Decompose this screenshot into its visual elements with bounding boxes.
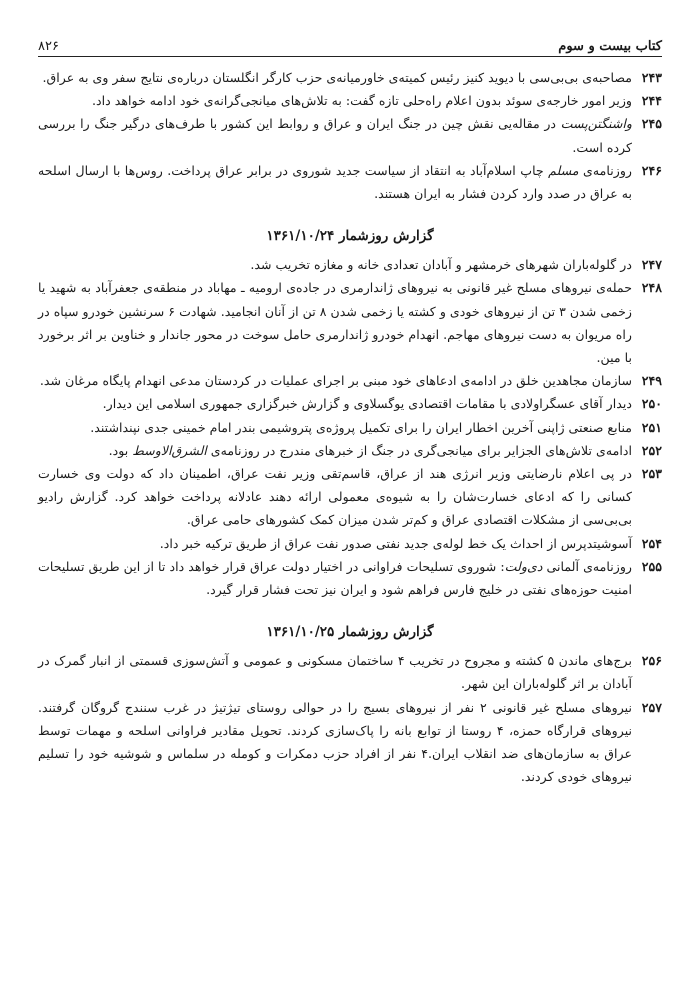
- page-number: ۸۲۶: [38, 39, 59, 54]
- entry-text-body: مصاحبه‌ی بی‌بی‌سی با دیوید کنیز رئیس کمیته‌ی خاورمیانه‌ی حزب کارگر انگلستان درباره‌ی نتایج سفر وی به عراق.: [42, 70, 632, 85]
- entry-text: [38, 253, 632, 276]
- entry-number: ۲۴۳: [641, 70, 662, 85]
- entry-text-body: ادامه‌ی تلاش‌های الجزایر برای میانجی‌گری در جنگ از خبرهای مندرج در روزنامه‌ی: [206, 442, 632, 458]
- entry-text-body: در مقاله‌یی نقش چین در جنگ ایران و عراق و روابط این کشور با طرف‌های درگیر جنگ را بررسی کرده است.: [38, 116, 632, 155]
- entry-item: [38, 66, 662, 89]
- entry-number: ۲۵۷: [641, 699, 662, 715]
- entry-text: [38, 439, 632, 462]
- entry-text: [38, 89, 632, 112]
- entry-text: [38, 112, 632, 158]
- entry-item: [38, 462, 662, 532]
- entry-text: [38, 462, 632, 532]
- publication-name: الشرق‌الاوسط: [132, 442, 207, 458]
- publication-name: واشنگتن‌پست: [560, 116, 632, 132]
- entry-text-prefix: روزنامه‌ی آلمانی: [542, 558, 633, 574]
- entry-item: [38, 89, 662, 112]
- entry-text-body: نیروهای مسلح غیر قانونی ۲ نفر از نیروهای بسیج را در حوالی روستای تیژتیژ در غرب سنندج گروگان گرفتند. نیروهای قرارگاه حمزه، ۴ روستا از توابع بانه را پاک‌سازی کردند. تحویل مقادیر فراوانی اسلحه و مهمات توسط عراق به سازمان‌های ضد انقلاب ایران.۴ نفر از افراد حزب دمکرات و کومله در سلماس و شوشیه خود را تسلیم نیروهای خودی کردند.: [38, 699, 632, 785]
- entry-item: [38, 649, 662, 695]
- entry-text-prefix: روزنامه‌ی: [578, 162, 632, 178]
- entry-number: ۲۴۷: [641, 257, 662, 273]
- entry-item: [38, 369, 662, 392]
- entry-number: ۲۴۸: [641, 280, 662, 296]
- entry-number: ۲۵۶: [641, 653, 662, 669]
- entry-text-body: وزیر امور خارجه‌ی سوئد بدون اعلام راه‌حلی تازه گفت: به تلاش‌های میانجی‌گرانه‌ی خود ادامه خواهد داد.: [92, 93, 632, 109]
- entry-item: [38, 696, 662, 789]
- entry-item: [38, 392, 662, 415]
- entry-item: [38, 532, 662, 555]
- entry-text-body: چاپ اسلام‌آباد به انتقاد از سیاست جدید شوروی در برابر عراق پرداخت. روس‌ها با ارسال اسلحه به عراق در صدد وارد کردن فشار به ایران هستند.: [38, 162, 632, 202]
- entry-text-body: حمله‌ی نیروهای مسلح غیر قانونی به نیروهای ژاندارمری در جاده‌ی ارومیه ـ مهاباد در منطقه‌ی جعفرآباد به شهید یا زخمی شدن ۳ تن از نیروهای خودی و کشته یا زخمی شدن ۸ تن از آنان انجامید. شهادت ۶ سرنشین خودرو سپاه در راه مریوان به دست نیروهای مهاجم. انهدام خودرو ژاندارمری حامل سوخت در محور جاندار و خناوین بر اثر برخورد با مین.: [38, 280, 632, 366]
- entry-text: [38, 416, 632, 439]
- page-header: [38, 30, 662, 54]
- entry-text: [38, 392, 632, 415]
- entry-text: [38, 532, 632, 555]
- entry-text: [38, 649, 632, 695]
- entry-text-body: برج‌های ماندن ۵ کشته و مجروح در تخریب ۴ ساختمان مسکونی و عمومی و آتش‌سوزی قسمتی از انبار گمرک در آبادان بر اثر گلوله‌باران این شهر.: [38, 653, 632, 692]
- entry-item: [38, 555, 662, 601]
- entry-text: [38, 555, 632, 601]
- entry-text-body: منابع صنعتی ژاپنی آخرین اخطار ایران را برای تکمیل پروژه‌ی پتروشیمی بندر امام خمینی جدی نپنداشتند.: [90, 419, 632, 435]
- publication-name: مسلم: [548, 162, 579, 178]
- section-title: گزارش روزشمار ۱۳۶۱/۱۰/۲۴: [266, 228, 434, 245]
- entry-item: [38, 416, 662, 439]
- entry-item: [38, 159, 662, 205]
- entry-number: ۲۴۶: [641, 162, 662, 178]
- entry-text-body: در پی اعلام نارضایتی وزیر انرژی هند از عراق، قاسم‌تقی وزیر نفت عراق، اطمینان داد که دولت وی خسارت کسانی را که ادعای خسارت‌شان را به شیوه‌ی معمولی ارائه دهند عادلانه پرداخت خواهد کرد. گزارش رادیو بی‌بی‌سی از مشکلات اقتصادی عراق و کم‌تر شدن میزان کمک کشورهای حامی عراق.: [38, 466, 632, 528]
- entry-text-body: آسوشیتدپرس از احداث یک خط لوله‌ی جدید نفتی صدور نفت عراق از طریق ترکیه خبر داد.: [159, 535, 632, 551]
- entry-text: [38, 276, 632, 369]
- entry-number: ۲۴۹: [641, 373, 662, 389]
- entry-item: [38, 253, 662, 276]
- section-title: گزارش روزشمار ۱۳۶۱/۱۰/۲۵: [266, 624, 434, 641]
- entry-text-body: در گلوله‌باران شهرهای خرمشهر و آبادان تعدادی خانه و مغازه تخریب شد.: [250, 257, 632, 273]
- book-title: کتاب بیست و سوم: [558, 39, 662, 54]
- entry-text: [38, 66, 632, 89]
- entry-number: ۲۵۵: [641, 558, 662, 574]
- entry-text-body: دیدار آقای عسگراولادی با مقامات اقتصادی یوگسلاوی و گزارش خبرگزاری جمهوری اسلامی این دیدار.: [102, 396, 632, 412]
- entry-number: ۲۴۴: [641, 93, 662, 109]
- header-divider: [38, 56, 662, 57]
- entry-text: [38, 159, 632, 205]
- entry-number: ۲۵۳: [641, 466, 662, 482]
- entry-number: ۲۵۱: [641, 419, 662, 435]
- entry-text-body: سازمان مجاهدین خلق در ادامه‌ی ادعاهای خود مبنی بر اجرای عملیات در کردستان مدعی انهدام پایگاه مرغان شد.: [39, 373, 632, 389]
- document-body: [38, 66, 662, 788]
- entry-text-tail: بود.: [108, 442, 133, 458]
- entry-item: [38, 276, 662, 369]
- entry-item: [38, 112, 662, 158]
- entry-text-body: : شوروی تسلیحات فراوانی در اختیار دولت عراق قرار خواهد داد تا از این طریق تسلیحات امنیت حوزه‌های نفتی در خلیج فارس فراهم شود و ایران نیز تحت فشار قرار گیرد.: [38, 558, 632, 598]
- entry-number: ۲۴۵: [641, 116, 662, 132]
- entry-text: [38, 696, 632, 789]
- publication-name: دی‌ولت: [504, 558, 543, 574]
- entry-item: [38, 439, 662, 462]
- entry-number: ۲۵۲: [641, 442, 662, 458]
- entry-text: [38, 369, 632, 392]
- entry-number: ۲۵۰: [641, 396, 662, 412]
- entry-number: ۲۵۴: [641, 535, 662, 551]
